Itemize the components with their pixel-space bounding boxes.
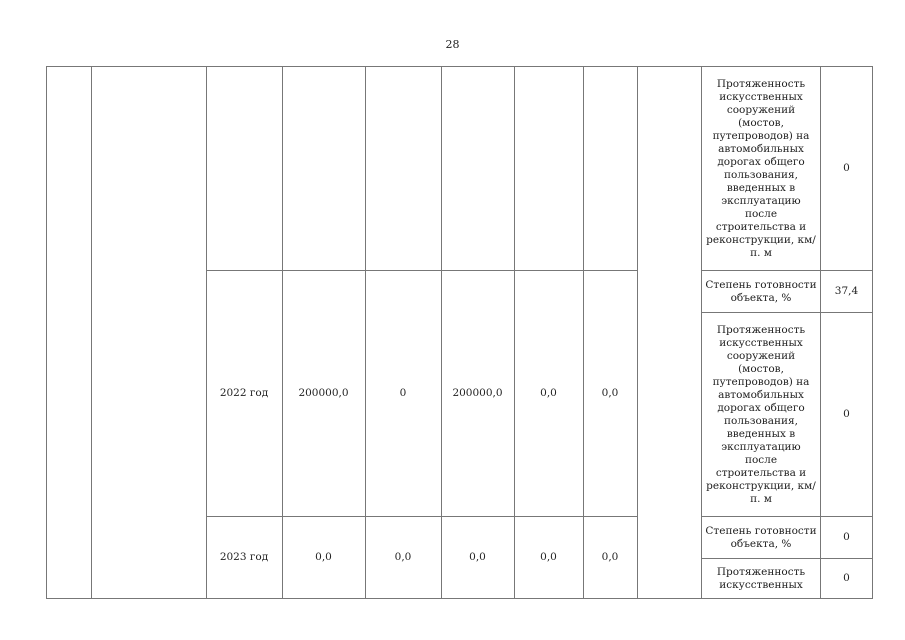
indicator-label-bridges-2023: Протяженность искусственных <box>716 565 806 591</box>
indicator-label-readiness-2023: Степень готовности объекта, % <box>705 524 817 550</box>
indicator-label-bridges-2021: Протяженность искусственных сооружений (мостов, путепроводов) на автомобильных дорогах общего пользования, введенных в эксплуатацию после строительства и реконструкции, км/п. м <box>706 77 816 259</box>
value-2023-col3: 0,0 <box>469 551 486 563</box>
col-line-11 <box>872 66 873 599</box>
indicator-label-readiness-2022: Степень готовности объекта, % <box>705 278 817 304</box>
col-line-8 <box>637 66 638 599</box>
indicator-value-bridges-2023: 0 <box>843 572 850 584</box>
col-line-1 <box>91 66 92 599</box>
indicator-value-bridges-2022: 0 <box>843 408 850 420</box>
value-2022-col4: 0,0 <box>540 387 557 399</box>
col-line-0 <box>46 66 47 599</box>
value-2022-col2: 0 <box>399 387 407 399</box>
value-2022-col5: 0,0 <box>601 387 619 399</box>
indicator-value-readiness-2022: 37,4 <box>834 285 859 297</box>
value-2022-col3: 200000,0 <box>452 387 503 399</box>
period-2022: 2022 год <box>219 387 269 399</box>
value-2023-col4: 0,0 <box>540 551 557 563</box>
value-2023-col2: 0,0 <box>394 551 412 563</box>
value-2022-total: 200000,0 <box>298 387 349 399</box>
indicator-value-readiness-2023: 0 <box>843 531 850 543</box>
value-2023-total: 0,0 <box>315 551 332 563</box>
table-border-bottom <box>46 598 873 599</box>
indicator-value-bridges-2021: 0 <box>843 162 850 174</box>
period-2023: 2023 год <box>219 551 269 563</box>
indicator-label-bridges-2022: Протяженность искусственных сооружений (мостов, путепроводов) на автомобильных дорогах общего пользования, введенных в эксплуатацию после строительства и реконструкции, км/п. м <box>706 323 816 505</box>
value-2023-col5: 0,0 <box>601 551 619 563</box>
page-number: 28 <box>445 38 460 51</box>
